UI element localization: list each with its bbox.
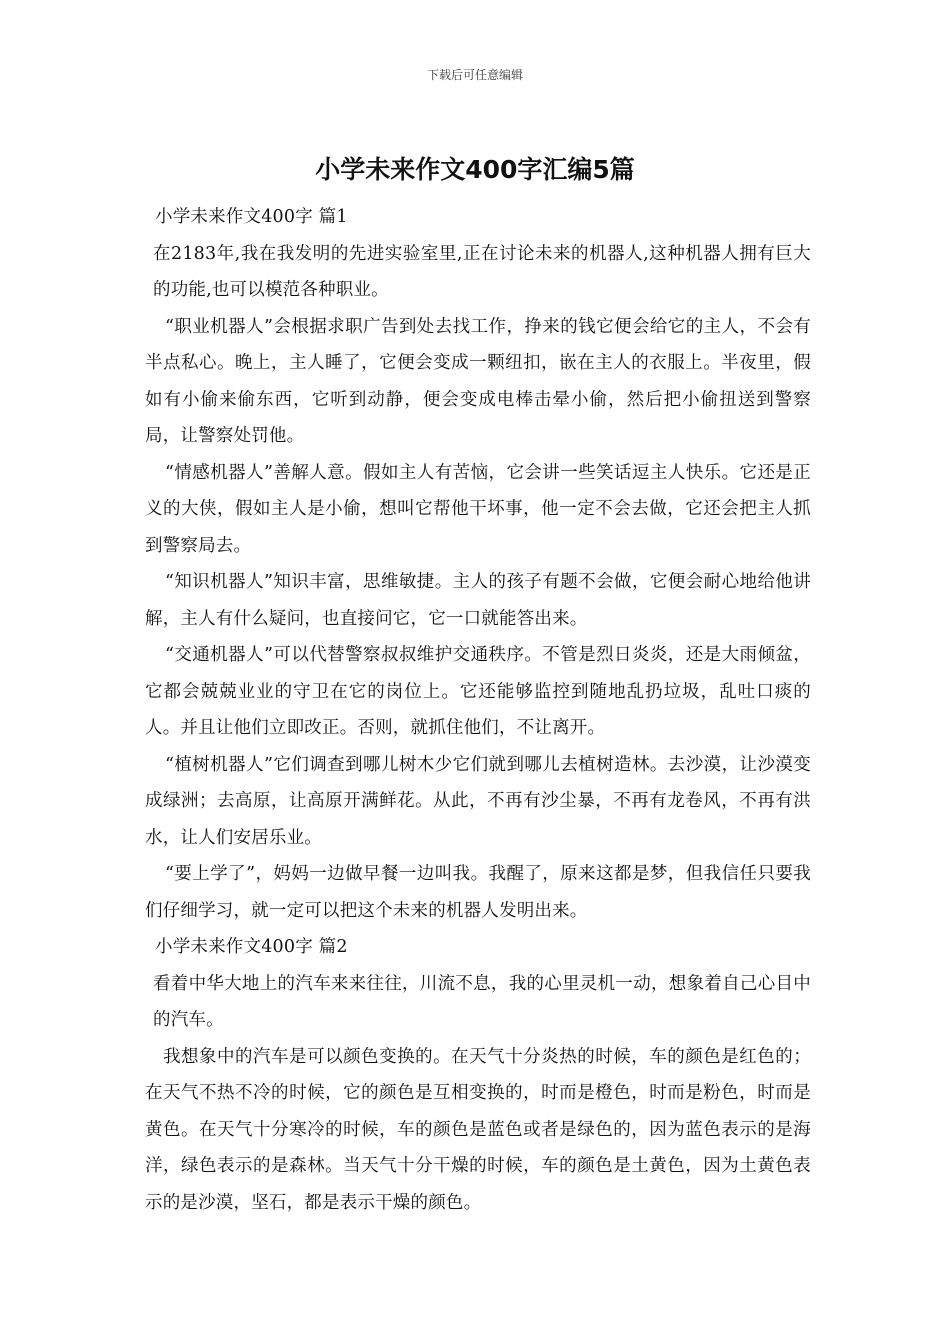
section-2-lead-paragraph: 看着中华大地上的汽车来来往往，川流不息，我的心里灵机一动，想象着自己心目中的汽车。: [153, 973, 811, 1030]
section-1-paragraph-knowledge-robot: “知识机器人”知识丰富，思维敏捷。主人的孩子有题不会做，它便会耐心地给他讲解，主人有什么疑问，也直接问它，它一口就能答出来。: [145, 572, 811, 629]
section-heading-1: 小学未来作文400字 篇1: [155, 207, 348, 227]
section-heading-2: 小学未来作文400字 篇2: [155, 937, 348, 957]
section-1-paragraph-emotion-robot: “情感机器人”善解人意。假如主人有苦恼，它会讲一些笑话逗主人快乐。它还是正义的大侠，假如主人是小偷，想叫它帮他干坏事，他一定不会去做，它还会把主人抓到警察局去。: [145, 462, 811, 556]
section-1-paragraph-tree-robot: “植树机器人”它们调查到哪儿树木少它们就到哪儿去植树造林。去沙漠，让沙漠变成绿洲；去高原，让高原开满鲜花。从此，不再有沙尘暴，不再有龙卷风，不再有洪水，让人们安居乐业。: [145, 754, 811, 848]
section-1-paragraph-dream: “要上学了”，妈妈一边做早餐一边叫我。我醒了，原来这都是梦，但我信任只要我们仔细学习，就一定可以把这个未来的机器人发明出来。: [145, 864, 811, 921]
section-1-paragraph-traffic-robot: “交通机器人”可以代替警察叔叔维护交通秩序。不管是烈日炎炎，还是大雨倾盆，它都会兢兢业业的守卫在它的岗位上。它还能够监控到随地乱扔垃圾，乱吐口痰的人。并且让他们立即改正。否则，就抓住他们，不让离开。: [145, 645, 811, 738]
section-1-paragraph-career-robot: “职业机器人”会根据求职广告到处去找工作，挣来的钱它便会给它的主人，不会有半点私心。晚上，主人睡了，它便会变成一颗纽扣，嵌在主人的衣服上。半夜里，假如有小偷来偷东西，它听到动静，便会变成电棒击晕小偷，然后把小偷扭送到警察局，让警察处罚他。: [145, 316, 811, 446]
document-body: [145, 199, 811, 1221]
document-title: 小学未来作文400字汇编5篇: [315, 155, 635, 184]
header-note: 下载后可任意编辑: [426, 68, 523, 82]
section-2-paragraph-color-car: 我想象中的汽车是可以颜色变换的。在天气十分炎热的时候，车的颜色是红色的；在天气不热不冷的时候，它的颜色是互相变换的，时而是橙色，时而是粉色，时而是黄色。在天气十分寒冷的时候，车的颜色是蓝色或者是绿色的，因为蓝色表示的是海洋，绿色表示的是森林。当天气十分干燥的时候，车的颜色是土黄色，因为土黄色表示的是沙漠，坚石，都是表示干燥的颜色。: [145, 1046, 811, 1213]
section-1-lead-paragraph: 在2183年,我在我发明的先进实验室里,正在讨论未来的机器人,这种机器人拥有巨大的功能,也可以模范各种职业。: [153, 243, 811, 300]
